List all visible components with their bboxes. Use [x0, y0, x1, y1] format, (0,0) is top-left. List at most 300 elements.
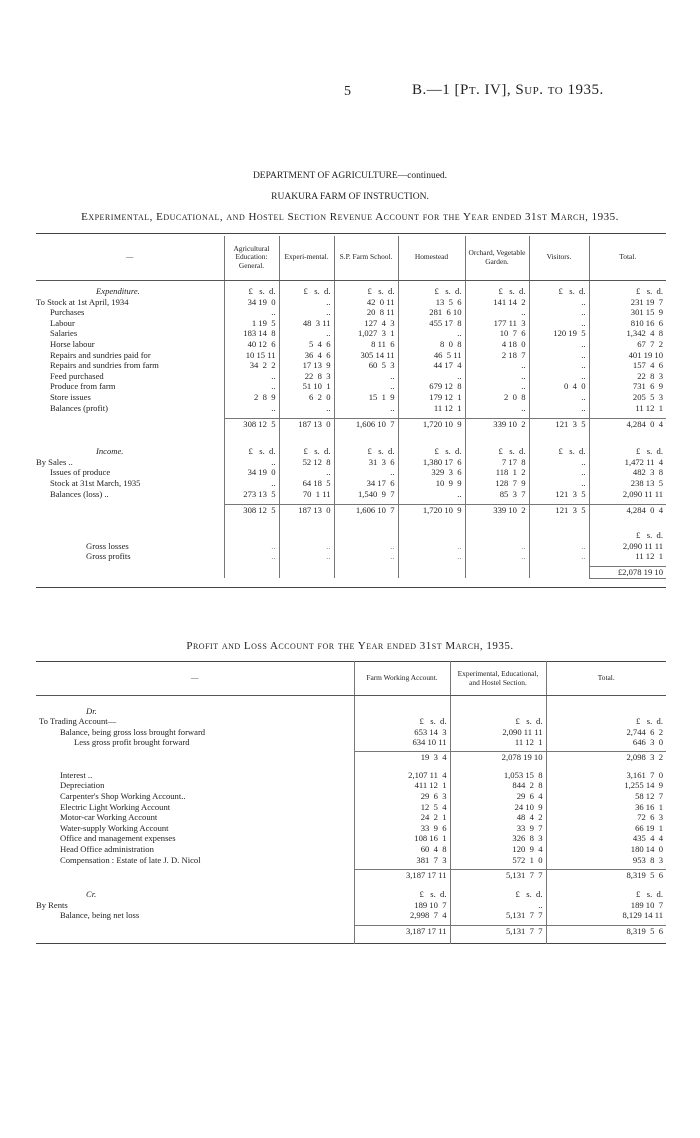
cell-value: 34 19 0: [224, 297, 279, 308]
table-row: [36, 297, 666, 308]
col-experimental: Experi-mental.: [279, 236, 334, 280]
cell-value: 2,090 11 11: [589, 489, 666, 500]
table-row: [36, 716, 666, 727]
cell-value: 183 14 8: [224, 328, 279, 339]
unit-label: £ s. d.: [546, 889, 666, 900]
col-agri: Agricultural Education: General.: [224, 236, 279, 280]
cell-value: 15 1 9: [334, 392, 398, 403]
unit-label: £ s. d.: [224, 286, 279, 297]
row-label: To Stock at 1st April, 1934: [36, 296, 129, 307]
empty: ..: [398, 541, 465, 552]
cell-value: 273 13 5: [224, 489, 279, 500]
empty: [529, 530, 589, 541]
cell-value: 10 7 6: [465, 328, 529, 339]
row-label: Stock at 31st March, 1935: [50, 477, 141, 488]
gross-losses-label: Gross losses: [86, 540, 129, 551]
total-value: 8,319 5 6: [546, 869, 666, 883]
table-row: [36, 844, 666, 855]
unit-label: £ s. d.: [279, 446, 334, 457]
cell-value: 141 14 2: [465, 297, 529, 308]
cell-value: 58 12 7: [546, 791, 666, 802]
spacer-cell: [450, 696, 546, 706]
total-value: 1,720 10 9: [398, 504, 465, 518]
cell-value: 120 9 4: [450, 844, 546, 855]
cell-value: 679 12 8: [398, 381, 465, 392]
spacer-row: [36, 939, 666, 943]
total-value: 308 12 5: [224, 504, 279, 518]
table-row: [36, 823, 666, 834]
cell-value: 42 0 11: [334, 297, 398, 308]
cell-value: 34 17 6: [334, 478, 398, 489]
empty: [224, 567, 279, 579]
spacer-cell: [36, 939, 354, 943]
cell-value: 118 1 2: [465, 467, 529, 478]
table-row: [36, 889, 666, 900]
empty: [398, 530, 465, 541]
cell-value: ..: [224, 403, 279, 414]
cell-value: 189 10 7: [546, 900, 666, 911]
spacer-cell: [546, 696, 666, 706]
cell-value: 48 4 2: [450, 812, 546, 823]
unit-label: £ s. d.: [465, 446, 529, 457]
cell-value: ..: [224, 307, 279, 318]
unit-label: £ s. d.: [334, 446, 398, 457]
empty: ..: [529, 541, 589, 552]
spacer-cell: [546, 939, 666, 943]
cell-value: 7 17 8: [465, 457, 529, 468]
spacer-cell: [589, 518, 666, 530]
total-label: [36, 869, 354, 883]
cell-value: 329 3 6: [398, 467, 465, 478]
cell-value: 17 13 9: [279, 360, 334, 371]
total-value: 1,720 10 9: [398, 418, 465, 432]
table-row: [36, 737, 666, 748]
cr-heading: Cr.: [86, 889, 97, 900]
table-row: [36, 446, 666, 457]
row-label: Carpenter's Shop Working Account..: [60, 791, 186, 802]
col-orchard: Orchard, Vegetable Garden.: [465, 236, 529, 280]
table-row: [36, 418, 666, 432]
pl-col-experimental: Experimental, Educational, and Hostel Section.: [450, 662, 546, 696]
total-value: 308 12 5: [224, 418, 279, 432]
cell-value: ..: [465, 403, 529, 414]
cell-value: 20 8 11: [334, 307, 398, 318]
empty: ..: [224, 541, 279, 552]
spacer-cell: [224, 518, 279, 530]
cell-value: 653 14 3: [354, 727, 450, 738]
cell-value: ..: [224, 478, 279, 489]
total-value: 187 13 0: [279, 504, 334, 518]
spacer-row: [36, 432, 666, 446]
row-label: By Rents: [36, 899, 68, 910]
total-value: 339 10 2: [465, 504, 529, 518]
unit-label: £ s. d.: [529, 446, 589, 457]
table-row: [36, 791, 666, 802]
cell-value: ..: [334, 381, 398, 392]
table-row: [36, 706, 666, 717]
table-row: [36, 869, 666, 883]
table-row: [36, 478, 666, 489]
table-row: [36, 504, 666, 518]
cell-value: 40 12 6: [224, 339, 279, 350]
cell-value: 52 12 8: [279, 457, 334, 468]
spacer-cell: [36, 696, 354, 706]
pl-title: Profit and Loss Account for the Year ended 31st March, 1935.: [186, 640, 514, 652]
empty: ..: [224, 551, 279, 562]
spacer-cell: [354, 696, 450, 706]
revenue-table: [36, 236, 666, 579]
total-value: 3,187 17 11: [354, 925, 450, 939]
pl-col-total: Total.: [546, 662, 666, 696]
row-label: Horse labour: [50, 338, 95, 349]
spacer-cell: [450, 939, 546, 943]
cell-value: 8 11 6: [334, 339, 398, 350]
cell-value: ..: [529, 297, 589, 308]
spacer-cell: [398, 432, 465, 446]
total-value: 187 13 0: [279, 418, 334, 432]
empty: ..: [279, 541, 334, 552]
cell-value: 326 8 3: [450, 833, 546, 844]
cell-value: 381 7 3: [354, 855, 450, 866]
spacer-row: [36, 518, 666, 530]
table-row: [36, 802, 666, 813]
cell-value: 731 6 9: [589, 381, 666, 392]
pl-col-label: —: [36, 662, 354, 696]
table-row: [36, 381, 666, 392]
cell-value: 281 6 10: [398, 307, 465, 318]
spacer-cell: [529, 518, 589, 530]
cell-value: 482 3 8: [589, 467, 666, 478]
cell-value: 177 11 3: [465, 318, 529, 329]
cell-value: ..: [465, 307, 529, 318]
gross-final-total: £2,078 19 10: [589, 567, 666, 579]
spacer-cell: [224, 432, 279, 446]
spacer: [36, 567, 224, 579]
cell-value: 120 19 5: [529, 328, 589, 339]
unit-label: £ s. d.: [354, 716, 450, 727]
col-total: Total.: [589, 236, 666, 280]
cell-value: ..: [529, 339, 589, 350]
empty: [334, 567, 398, 579]
cell-value: 1,027 3 1: [334, 328, 398, 339]
cell-value: ..: [279, 307, 334, 318]
cell-value: 844 2 8: [450, 780, 546, 791]
cell-value: 646 3 0: [546, 737, 666, 748]
spacer-cell: [334, 518, 398, 530]
cell-value: ..: [450, 900, 546, 911]
farm-title: RUAKURA FARM OF INSTRUCTION.: [271, 192, 429, 202]
cell-value: 64 18 5: [279, 478, 334, 489]
cell-value: 29 6 3: [354, 791, 450, 802]
cell-value: 231 19 7: [589, 297, 666, 308]
cell-value: 5 4 6: [279, 339, 334, 350]
cell-value: 34 19 0: [224, 467, 279, 478]
cell-value: 6 2 0: [279, 392, 334, 403]
total-label: [36, 925, 354, 939]
cell-value: ..: [224, 371, 279, 382]
cell-value: 1,255 14 9: [546, 780, 666, 791]
cell-value: 60 5 3: [334, 360, 398, 371]
cell-value: 1,540 9 7: [334, 489, 398, 500]
cell-value: 70 1 11: [279, 489, 334, 500]
table-row: [36, 752, 666, 766]
cell-value: 24 2 1: [354, 812, 450, 823]
cell-value: 189 10 7: [354, 900, 450, 911]
cell-value: 10 9 9: [398, 478, 465, 489]
table-row: [36, 530, 666, 541]
cell-value: 953 8 3: [546, 855, 666, 866]
unit-label: £ s. d.: [589, 530, 666, 541]
cell-value: ..: [529, 318, 589, 329]
unit-label: £ s. d.: [450, 889, 546, 900]
cell-value: 3,161 7 0: [546, 770, 666, 781]
cell-value: ..: [465, 381, 529, 392]
row-label: Issues of produce: [50, 467, 111, 478]
cell-value: 2 18 7: [465, 350, 529, 361]
table-row: [36, 541, 666, 552]
cell-value: ..: [334, 371, 398, 382]
table-row: [36, 551, 666, 562]
total-value: 121 3 5: [529, 418, 589, 432]
empty: [354, 706, 450, 717]
row-label: Feed purchased: [50, 370, 104, 381]
total-value: 8,319 5 6: [546, 925, 666, 939]
unit-label: £ s. d.: [279, 286, 334, 297]
cell-value: ..: [529, 457, 589, 468]
table-row: [36, 727, 666, 738]
page-number: 5: [344, 84, 351, 99]
empty: ..: [529, 551, 589, 562]
cell-value: 22 8 3: [589, 371, 666, 382]
table-row: [36, 318, 666, 329]
empty: ..: [465, 551, 529, 562]
cell-value: 66 19 1: [546, 823, 666, 834]
cell-value: 411 12 1: [354, 780, 450, 791]
cell-value: 2,744 6 2: [546, 727, 666, 738]
total-value: 2,098 3 2: [546, 752, 666, 766]
gross-profits-total: 11 12 1: [589, 551, 666, 562]
cell-value: 108 16 1: [354, 833, 450, 844]
row-label: Electric Light Working Account: [60, 801, 171, 812]
col-label: —: [36, 236, 224, 280]
table-row: [36, 833, 666, 844]
cell-value: 2 8 9: [224, 392, 279, 403]
cell-value: 34 2 2: [224, 360, 279, 371]
cell-value: 10 15 11: [224, 350, 279, 361]
table-row: [36, 812, 666, 823]
spacer-cell: [279, 518, 334, 530]
empty: ..: [334, 551, 398, 562]
empty: [546, 706, 666, 717]
total-value: 4,284 0 4: [589, 504, 666, 518]
total-value: 19 3 4: [354, 752, 450, 766]
cell-value: ..: [529, 403, 589, 414]
cell-value: 1 19 5: [224, 318, 279, 329]
empty: ..: [279, 551, 334, 562]
row-label: Balance, being gross loss brought forward: [60, 726, 206, 737]
unit-label: £ s. d.: [398, 446, 465, 457]
cell-value: 1,472 11 4: [589, 457, 666, 468]
table-row: [36, 910, 666, 921]
table-row: [36, 855, 666, 866]
total-value: 3,187 17 11: [354, 869, 450, 883]
cell-value: ..: [279, 297, 334, 308]
empty: [529, 567, 589, 579]
unit-label: £ s. d.: [398, 286, 465, 297]
cell-value: 634 10 11: [354, 737, 450, 748]
row-label: Compensation : Estate of late J. D. Nicol: [60, 854, 201, 865]
income-heading: Income.: [96, 446, 124, 457]
cell-value: ..: [529, 371, 589, 382]
cell-value: 33 9 6: [354, 823, 450, 834]
table-row: [36, 339, 666, 350]
revenue-title: Experimental, Educational, and Hostel Section Revenue Account for the Year ended 31st March, 1935.: [81, 211, 619, 223]
total-value: 121 3 5: [529, 504, 589, 518]
cell-value: ..: [224, 381, 279, 392]
empty: ..: [334, 541, 398, 552]
cell-value: ..: [224, 457, 279, 468]
cell-value: 8 0 8: [398, 339, 465, 350]
cell-value: 238 13 5: [589, 478, 666, 489]
cell-value: ..: [279, 328, 334, 339]
cell-value: 46 5 11: [398, 350, 465, 361]
cell-value: 1,053 15 8: [450, 770, 546, 781]
total-value: 4,284 0 4: [589, 418, 666, 432]
cell-value: ..: [279, 467, 334, 478]
total-value: 1,606 10 7: [334, 504, 398, 518]
total-value: 1,606 10 7: [334, 418, 398, 432]
cell-value: 2,107 11 4: [354, 770, 450, 781]
cell-value: 31 3 6: [334, 457, 398, 468]
row-label: Repairs and sundries paid for: [50, 349, 151, 360]
cell-value: 305 14 11: [334, 350, 398, 361]
cell-value: 2,998 7 4: [354, 910, 450, 921]
rule-bottom: [36, 587, 666, 588]
table-row: [36, 286, 666, 297]
cell-value: 12 5 4: [354, 802, 450, 813]
cell-value: 33 9 7: [450, 823, 546, 834]
cell-value: 179 12 1: [398, 392, 465, 403]
cell-value: ..: [398, 371, 465, 382]
empty: ..: [465, 541, 529, 552]
spacer-cell: [465, 518, 529, 530]
unit-label: £ s. d.: [465, 286, 529, 297]
cell-value: ..: [529, 360, 589, 371]
table-row: [36, 392, 666, 403]
col-visitors: Visitors.: [529, 236, 589, 280]
cell-value: ..: [398, 328, 465, 339]
table-row: [36, 770, 666, 781]
cell-value: 44 17 4: [398, 360, 465, 371]
row-label: Motor-car Working Account: [60, 812, 158, 823]
col-homestead: Homestead: [398, 236, 465, 280]
unit-label: £ s. d.: [589, 446, 666, 457]
cell-value: 128 7 9: [465, 478, 529, 489]
pl-col-farm: Farm Working Account.: [354, 662, 450, 696]
unit-label: £ s. d.: [354, 889, 450, 900]
cell-value: 29 6 4: [450, 791, 546, 802]
unit-label: £ s. d.: [450, 716, 546, 727]
row-label: Balances (profit): [50, 402, 108, 413]
cell-value: ..: [279, 403, 334, 414]
cell-value: ..: [529, 392, 589, 403]
cell-value: 1,342 4 8: [589, 328, 666, 339]
row-label: Head Office administration: [60, 844, 154, 855]
table-row: [36, 350, 666, 361]
table-row: [36, 360, 666, 371]
gross-losses-total: 2,090 11 11: [589, 541, 666, 552]
cell-value: 810 16 6: [589, 318, 666, 329]
row-label: Repairs and sundries from farm: [50, 360, 159, 371]
dr-heading: Dr.: [86, 705, 97, 716]
row-label: Less gross profit brought forward: [74, 737, 190, 748]
cell-value: 11 12 1: [398, 403, 465, 414]
cell-value: 4 18 0: [465, 339, 529, 350]
table-row: [36, 371, 666, 382]
cell-value: 22 8 3: [279, 371, 334, 382]
cell-value: 301 15 9: [589, 307, 666, 318]
table-row: [36, 403, 666, 414]
spacer-cell: [589, 432, 666, 446]
cell-value: 67 7 2: [589, 339, 666, 350]
spacer-cell: [465, 432, 529, 446]
total-value: 339 10 2: [465, 418, 529, 432]
cell-value: 180 14 0: [546, 844, 666, 855]
expenditure-heading: Expenditure.: [96, 286, 140, 296]
cell-value: ..: [529, 307, 589, 318]
cell-value: 8,129 14 11: [546, 910, 666, 921]
spacer-cell: [36, 432, 224, 446]
row-label: Labour: [50, 317, 75, 328]
cell-value: ..: [529, 350, 589, 361]
cell-value: 72 6 3: [546, 812, 666, 823]
cell-value: 0 4 0: [529, 381, 589, 392]
cell-value: 205 5 3: [589, 392, 666, 403]
total-value: 2,078 19 10: [450, 752, 546, 766]
cell-value: ..: [465, 371, 529, 382]
cell-value: 2 0 8: [465, 392, 529, 403]
cell-value: ..: [529, 478, 589, 489]
spacer-cell: [398, 518, 465, 530]
row-label: Produce from farm: [50, 381, 116, 392]
row-label: Store issues: [50, 391, 91, 402]
rule-top: [36, 233, 666, 234]
unit-label: £ s. d.: [334, 286, 398, 297]
row-label: Water-supply Working Account: [60, 822, 169, 833]
spacer-row: [36, 696, 666, 706]
empty: [334, 530, 398, 541]
row-label: Salaries: [50, 328, 78, 339]
empty: [224, 530, 279, 541]
table-row: [36, 780, 666, 791]
total-value: 5,131 7 7: [450, 925, 546, 939]
empty: [279, 567, 334, 579]
empty: [398, 567, 465, 579]
department-title: DEPARTMENT OF AGRICULTURE—continued.: [252, 171, 448, 181]
unit-label: £ s. d.: [529, 286, 589, 297]
total-label: [36, 752, 354, 766]
row-label: Balance, being net loss: [60, 910, 140, 921]
table-row: [36, 900, 666, 911]
cell-value: 435 4 4: [546, 833, 666, 844]
empty: ..: [398, 551, 465, 562]
table-row: [36, 328, 666, 339]
total-value: 5,131 7 7: [450, 869, 546, 883]
cell-value: 157 4 6: [589, 360, 666, 371]
cell-value: 401 19 10: [589, 350, 666, 361]
cell-value: 85 3 7: [465, 489, 529, 500]
cell-value: 11 12 1: [589, 403, 666, 414]
